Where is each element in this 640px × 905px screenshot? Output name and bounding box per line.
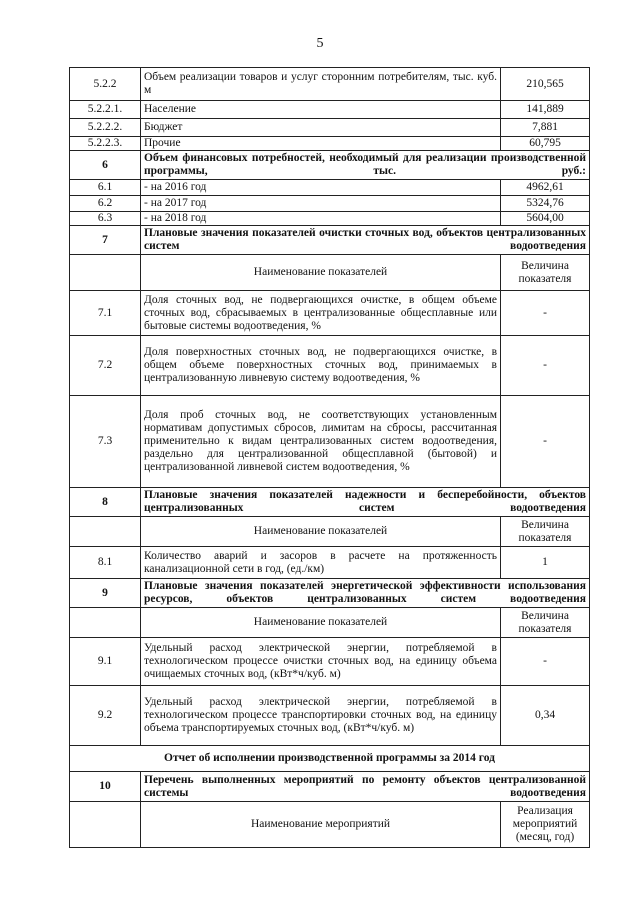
- report-heading: Отчет об исполнении производственной программы за 2014 год: [70, 746, 590, 772]
- column-header-value: Величина показателя: [501, 608, 590, 638]
- empty-cell: [70, 608, 141, 638]
- row-number: 6.1: [70, 180, 141, 196]
- table-row: [70, 396, 590, 488]
- row-value: 7,881: [501, 119, 590, 137]
- column-header-name: Наименование показателей: [141, 517, 501, 547]
- row-number: 5.2.2.1.: [70, 101, 141, 119]
- row-description: Удельный расход электрической энергии, потребляемой в технологическом процессе очистки сточных вод, на единицу объема очищаемых сточных вод, (кВт*ч/куб. м): [141, 638, 501, 686]
- row-description: Доля сточных вод, не подвергающихся очистке, в общем объеме сточных вод, сбрасываемых в централизованные общесплавные или бытовые системы водоотведения, %: [141, 291, 501, 336]
- table-row: [70, 101, 590, 119]
- row-value: 0,34: [501, 686, 590, 746]
- row-value: 1: [501, 547, 590, 579]
- table-row: [70, 488, 590, 517]
- column-header-name: Наименование мероприятий: [141, 802, 501, 848]
- section-title: Объем финансовых потребностей, необходимый для реализации производственной программы, тыс. руб.:: [141, 151, 590, 180]
- table-row: [70, 802, 590, 848]
- row-number: 9.2: [70, 686, 141, 746]
- row-value: -: [501, 638, 590, 686]
- table-row: [70, 579, 590, 608]
- row-description: - на 2017 год: [141, 196, 501, 212]
- program-table: [69, 67, 590, 848]
- row-value: -: [501, 336, 590, 396]
- row-number: 7.3: [70, 396, 141, 488]
- row-description: - на 2016 год: [141, 180, 501, 196]
- section-title: Плановые значения показателей очистки сточных вод, объектов централизованных систем водоотведения: [141, 226, 590, 255]
- column-header-name: Наименование показателей: [141, 255, 501, 291]
- row-number: 5.2.2.3.: [70, 137, 141, 151]
- row-description: Количество аварий и засоров в расчете на протяженность канализационной сети в год, (ед./км): [141, 547, 501, 579]
- row-number: 5.2.2: [70, 68, 141, 101]
- section-title: Плановые значения показателей надежности и бесперебойности, объектов централизованных систем водоотведения: [141, 488, 590, 517]
- column-header-value: Величина показателя: [501, 255, 590, 291]
- table-row: [70, 68, 590, 101]
- row-value: 5324,76: [501, 196, 590, 212]
- row-number: 7.1: [70, 291, 141, 336]
- table-row: [70, 517, 590, 547]
- section-title: Плановые значения показателей энергетической эффективности использования ресурсов, объектов централизованных систем водоотведения: [141, 579, 590, 608]
- table-row: [70, 291, 590, 336]
- section-number: 8: [70, 488, 141, 517]
- row-description: Удельный расход электрической энергии, потребляемой в технологическом процессе транспортировки сточных вод, на единицу объема транспортируемых сточных вод, (кВт*ч/куб. м): [141, 686, 501, 746]
- section-number: 9: [70, 579, 141, 608]
- row-number: 6.2: [70, 196, 141, 212]
- row-description: Прочие: [141, 137, 501, 151]
- table-row: [70, 226, 590, 255]
- row-description: Объем реализации товаров и услуг сторонним потребителям, тыс. куб. м: [141, 68, 501, 101]
- column-header-value: Реализация мероприятий (месяц, год): [501, 802, 590, 848]
- row-value: -: [501, 291, 590, 336]
- table-row: [70, 608, 590, 638]
- table-row: [70, 119, 590, 137]
- row-number: 8.1: [70, 547, 141, 579]
- table-row: [70, 212, 590, 226]
- row-value: 60,795: [501, 137, 590, 151]
- empty-cell: [70, 255, 141, 291]
- row-value: 210,565: [501, 68, 590, 101]
- section-number: 6: [70, 151, 141, 180]
- table-row: [70, 746, 590, 772]
- table-row: [70, 638, 590, 686]
- empty-cell: [70, 517, 141, 547]
- table-row: [70, 336, 590, 396]
- row-description: - на 2018 год: [141, 212, 501, 226]
- row-value: 141,889: [501, 101, 590, 119]
- table-row: [70, 686, 590, 746]
- row-number: 7.2: [70, 336, 141, 396]
- empty-cell: [70, 802, 141, 848]
- row-description: Население: [141, 101, 501, 119]
- page-number: 5: [316, 36, 324, 51]
- row-number: 9.1: [70, 638, 141, 686]
- row-description: Доля проб сточных вод, не соответствующих установленным нормативам допустимых сбросов, лимитам на сбросы, рассчитанная применительно к видам централизованных систем водоотведения, раздельно для централизованной общесплавной (бытовой) и централизованной ливневой систем водоотведения, %: [141, 396, 501, 488]
- section-title: Перечень выполненных мероприятий по ремонту объектов централизованной системы водоотведения: [141, 772, 590, 802]
- table-row: [70, 151, 590, 180]
- column-header-value: Величина показателя: [501, 517, 590, 547]
- row-value: -: [501, 396, 590, 488]
- table-row: [70, 137, 590, 151]
- row-number: 5.2.2.2.: [70, 119, 141, 137]
- column-header-name: Наименование показателей: [141, 608, 501, 638]
- table-row: [70, 196, 590, 212]
- table-row: [70, 772, 590, 802]
- row-description: Бюджет: [141, 119, 501, 137]
- row-value: 5604,00: [501, 212, 590, 226]
- section-number: 10: [70, 772, 141, 802]
- row-number: 6.3: [70, 212, 141, 226]
- section-number: 7: [70, 226, 141, 255]
- table-row: [70, 547, 590, 579]
- table-row: [70, 180, 590, 196]
- row-value: 4962,61: [501, 180, 590, 196]
- row-description: Доля поверхностных сточных вод, не подвергающихся очистке, в общем объеме поверхностных сточных вод, принимаемых в централизованную ливневую систему водоотведения, %: [141, 336, 501, 396]
- table-row: [70, 255, 590, 291]
